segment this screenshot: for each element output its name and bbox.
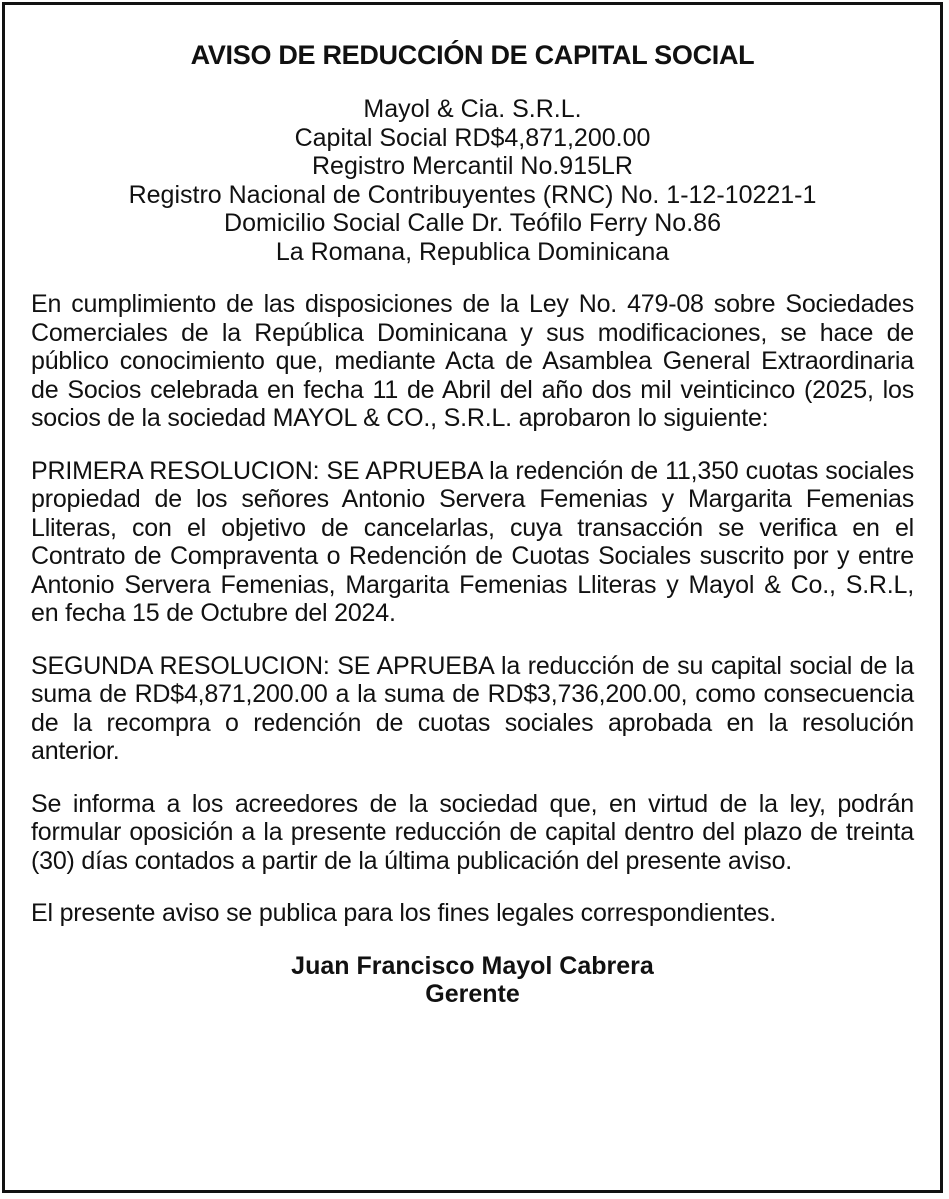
company-city: La Romana, Republica Dominicana	[275, 237, 670, 266]
signatory-name: Juan Francisco Mayol Cabrera	[291, 951, 654, 980]
closing-paragraph: El presente aviso se publica para los fines legales correspondientes.	[31, 899, 776, 927]
notice-title: AVISO DE REDUCCIÓN DE CAPITAL SOCIAL	[190, 40, 755, 70]
company-header	[31, 95, 914, 266]
creditors-notice-paragraph: Se informa a los acreedores de la sociedad que, en virtud de la ley, podrán formular oposición a la presente reducción de capital dentro del plazo de treinta (30) días contados a partir de la última publicación del presente aviso.	[31, 789, 914, 875]
company-registry: Registro Mercantil No.915LR	[312, 152, 633, 180]
company-rnc: Registro Nacional de Contribuyentes (RNC) No. 1-12-10221-1	[128, 180, 817, 209]
second-resolution-paragraph: SEGUNDA RESOLUCION: SE APRUEBA la reducción de su capital social de la suma de RD$4,871,200.00 a la suma de RD$3,736,200.00, como consecuencia de la recompra o redención de cuotas sociales aprobada en la resolución anterior.	[31, 651, 914, 765]
company-name: Mayol & Cia. S.R.L.	[363, 95, 582, 123]
intro-paragraph: En cumplimiento de las disposiciones de la Ley No. 479-08 sobre Sociedades Comerciales de la República Dominicana y sus modificaciones, se hace de público conocimiento que, mediante Acta de Asamblea General Extraordinaria de Socios celebrada en fecha 11 de Abril del año dos mil veinticinco (2025, los socios de la sociedad MAYOL & CO., S.R.L. aprobaron lo siguiente:	[31, 290, 914, 432]
first-resolution-paragraph: PRIMERA RESOLUCION: SE APRUEBA la redención de 11,350 cuotas sociales propiedad de los señores Antonio Servera Femenias y Margarita Femenias Lliteras, con el objetivo de cancelarlas, cuya transacción se verifica en el Contrato de Compraventa o Redención de Cuotas Sociales suscrito por y entre Antonio Servera Femenias, Margarita Femenias Lliteras y Mayol & Co., S.R.L, en fecha 15 de Octubre del 2024.	[31, 456, 914, 627]
signatory-role: Gerente	[425, 980, 520, 1008]
company-capital: Capital Social RD$4,871,200.00	[294, 123, 651, 152]
signature-block	[31, 952, 914, 1009]
company-address: Domicilio Social Calle Dr. Teófilo Ferry No.86	[224, 209, 721, 237]
notice-frame	[2, 2, 943, 1193]
